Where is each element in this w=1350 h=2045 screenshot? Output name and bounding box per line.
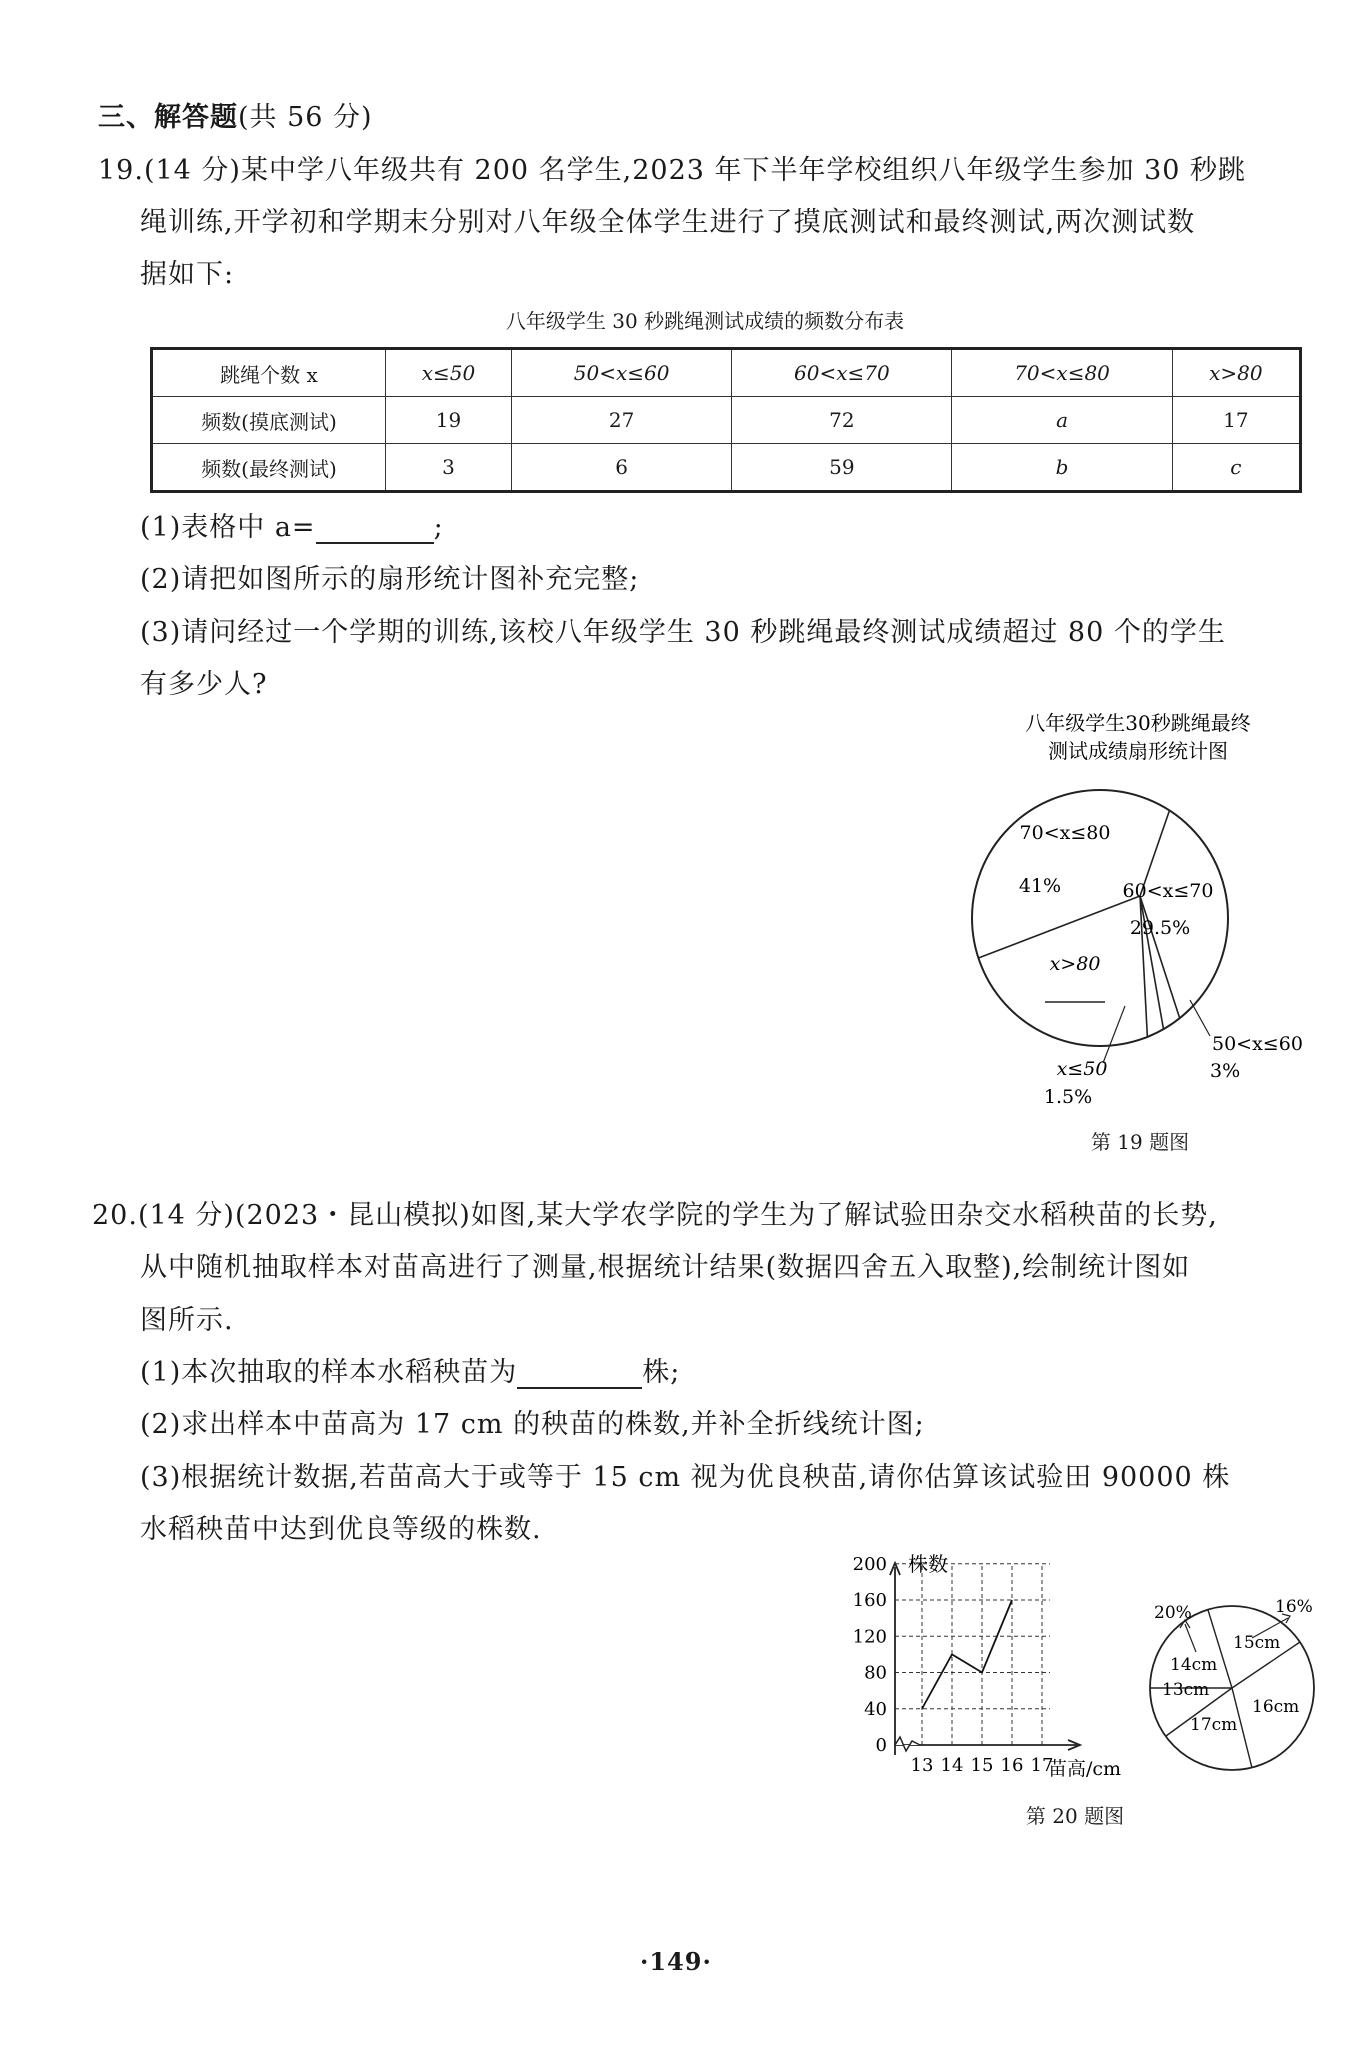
answer-blank [316,516,434,544]
y-tick-label: 0 [875,1735,887,1756]
table-cell: c [1172,444,1300,492]
table-cell: x>80 [1172,349,1300,397]
pie-leader-line [1103,1006,1125,1063]
q19-stem-line1: 19.(14 分)某中学八年级共有 200 名学生,2023 年下半年学校组织八年级学生参加 30 秒跳 [98,155,1247,186]
x-tick-labels [911,1755,1054,1776]
pie-label-70-80: 70<x≤80 [1019,822,1111,844]
pie-leader-line [1190,1000,1210,1036]
y-axis-label: 株数 [908,1552,948,1576]
page-number: ·149· [640,1947,712,1976]
q19-table-title: 八年级学生 30 秒跳绳测试成绩的频数分布表 [505,309,905,333]
q20-sub1-text: (1)本次抽取的样本水稻秧苗为 [140,1357,518,1388]
pie-pointer-line [1185,1624,1196,1652]
pie-label-50-60-pct: 3% [1210,1060,1241,1082]
x-axis-label: 苗高/cm [1048,1758,1122,1780]
table-cell: 17 [1172,397,1300,444]
y-tick-label: 200 [852,1553,887,1575]
q20-line-chart [830,1545,1150,1790]
pie-label-60-70-pct: 29.5% [1129,917,1191,939]
table-cell: 6 [512,444,732,492]
x-tick-label: 15 [970,1755,994,1776]
pie-slice-boundary [978,896,1140,958]
y-tick-label: 80 [864,1662,887,1684]
pie-label-14cm: 14cm [1170,1655,1218,1675]
data-series [922,1600,1012,1709]
pie-title-line2: 测试成绩扇形统计图 [1048,739,1228,763]
q20-figure-caption: 第 20 题图 [1025,1804,1125,1828]
y-tick-label: 160 [852,1590,887,1611]
q20-stem-line2: 从中随机抽取样本对苗高进行了测量,根据统计结果(数据四舍五入取整),绘制统计图如 [140,1252,1191,1283]
table-cell: 70<x≤80 [952,349,1172,397]
pie-label-15cm: 15cm [1233,1633,1281,1653]
pie-label-60-70: 60<x≤70 [1122,880,1214,902]
y-tick-label: 120 [852,1626,887,1648]
q20-sub1-end: 株; [642,1357,681,1388]
q20-sub2: (2)求出样本中苗高为 17 cm 的秧苗的株数,并补全折线统计图; [140,1409,925,1440]
table-cell: 3 [386,444,512,492]
table-cell: 19 [386,397,512,444]
pie-label-17cm: 17cm [1190,1715,1238,1735]
table-cell: 频数(摸底测试) [152,397,386,444]
q19-sub2: (2)请把如图所示的扇形统计图补充完整; [140,564,640,595]
series-line [922,1600,1012,1709]
pie-label-16pct: 16% [1275,1597,1313,1617]
section-heading [98,95,373,134]
q19-stem-line2: 绳训练,开学初和学期末分别对八年级全体学生进行了摸底测试和最终测试,两次测试数 [140,207,1196,238]
q19-sub1-end: ; [433,512,444,543]
q19-sub3-line1: (3)请问经过一个学期的训练,该校八年级学生 30 秒跳绳最终测试成绩超过 80 个的学生 [140,617,1226,648]
q19-sub3-line2: 有多少人? [140,669,268,700]
q20-sub3-line1: (3)根据统计数据,若苗高大于或等于 15 cm 视为优良秧苗,请你估算该试验田 90000 株 [140,1462,1231,1493]
chart-grid [895,1564,1050,1745]
q19-sub1-text: (1)表格中 a= [140,512,316,543]
section-score: (共 56 分) [238,102,373,133]
q19-sub1 [140,505,444,544]
table-row [152,397,1301,444]
pie-label-16cm: 16cm [1252,1697,1300,1717]
q20-sub3-line2: 水稻秧苗中达到优良等级的株数. [140,1514,542,1545]
table-cell: 50<x≤60 [512,349,732,397]
x-tick-label: 13 [910,1755,934,1776]
q20-pie-chart [1140,1590,1350,1780]
pie-slice-line [1208,1610,1232,1688]
table-header-row [152,349,1301,397]
table-row [152,444,1301,492]
pie-label-13cm: 13cm [1162,1680,1210,1700]
table-cell: b [952,444,1172,492]
frequency-table [150,347,1302,493]
table-cell: a [952,397,1172,444]
q20-sub1 [140,1350,680,1389]
pie-label-under-50-pct: 1.5% [1043,1086,1093,1108]
section-title: 三、解答题 [98,102,238,133]
x-tick-label: 17 [1030,1755,1054,1776]
answer-blank [517,1361,642,1389]
table-cell: 60<x≤70 [732,349,952,397]
pie-label-70-80-pct: 41% [1018,875,1062,897]
q20-stem-line3: 图所示. [140,1305,234,1336]
pie-label-under-50: x≤50 [1056,1058,1108,1080]
q19-figure-caption: 第 19 题图 [1090,1130,1190,1154]
q20-stem-line1: 20.(14 分)(2023・昆山模拟)如图,某大学农学院的学生为了解试验田杂交水稻秧苗的长势, [92,1200,1218,1231]
table-cell: 频数(最终测试) [152,444,386,492]
table-cell: 59 [732,444,952,492]
table-cell: 72 [732,397,952,444]
axis-break-mark [895,1737,920,1751]
pie-label-over-80: x>80 [1049,953,1101,975]
table-cell: x≤50 [386,349,512,397]
y-tick-labels [853,1554,887,1756]
table-cell: 27 [512,397,732,444]
pie-label-20pct: 20% [1154,1603,1192,1623]
q19-pie-chart [940,700,1340,1160]
pie-title-line1: 八年级学生30秒跳绳最终 [1025,711,1251,735]
table-cell: 跳绳个数 x [152,349,386,397]
y-tick-label: 40 [864,1698,887,1720]
pie-label-50-60: 50<x≤60 [1212,1033,1303,1055]
x-tick-label: 14 [940,1755,964,1776]
q19-stem-line3: 据如下: [140,259,235,290]
x-tick-label: 16 [1000,1755,1024,1776]
